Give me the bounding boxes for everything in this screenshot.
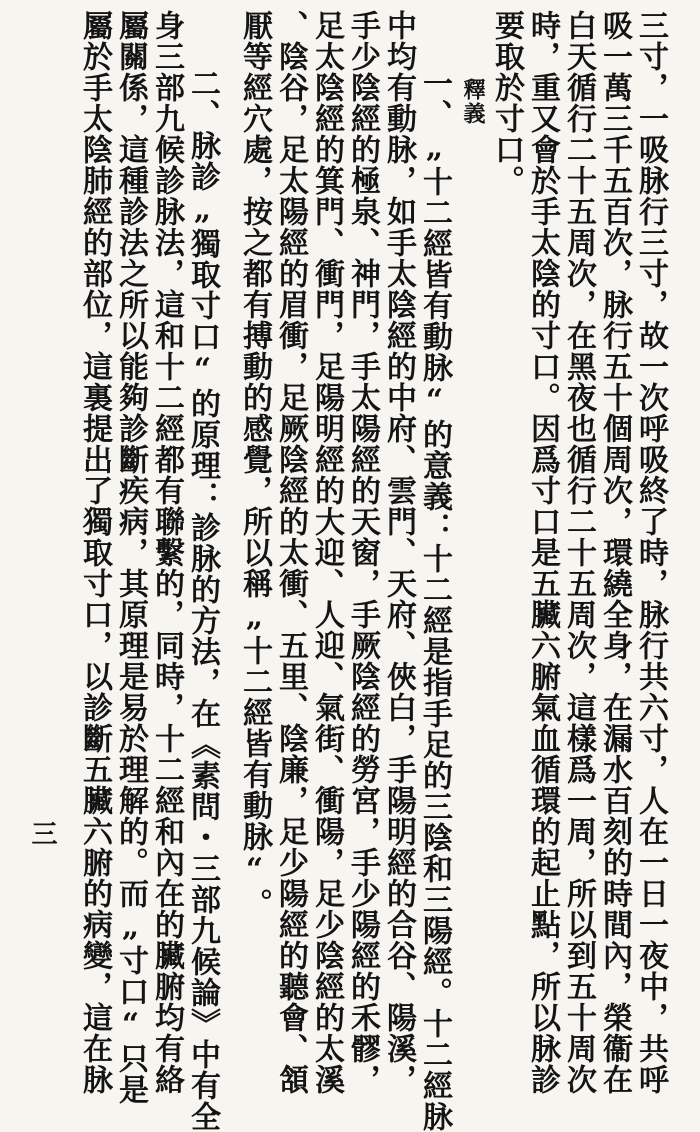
- text-column-10: 足太陰經的箕門、衝門，足陽明經的大迎、人迎、氣街、衝陽，足少陰經的太溪: [309, 10, 344, 1095]
- text-column-7: 一、„十二經皆有動脉“的意義：十二經是指手足的三陰和三陽經。十二經脉: [417, 68, 452, 1132]
- text-column-13: 二、脉診„獨取寸口“的原理：診脉的方法，在《素問・三部九候論》中有全: [185, 68, 220, 1132]
- text-column-16: 屬於手太陰肺經的部位，這裏提出了獨取寸口，以診斷五臟六腑的病變，這在脉: [77, 10, 112, 1095]
- text-column-11: 、陰谷，足太陽經的眉衝，足厥陰經的太衝、五里、陰廉，足少陽經的聽會、頷: [273, 10, 308, 1095]
- text-column-14: 身三部九候診脉法，這和十二經都有聯繫的，同時，十二經和內在的臟腑均有絡: [149, 10, 184, 1095]
- text-column-12: 厭等經穴處，按之都有搏動的感覺，所以稱„十二經皆有動脉“。: [237, 10, 272, 919]
- text-column-9: 手少陰經的極泉、神門，手太陽經的天窗，手厥陰經的勞宮，手少陽經的禾髎，: [345, 10, 380, 1095]
- text-column-5: 要取於寸口。: [489, 10, 524, 196]
- text-column-8: 中均有動脉，如手太陰經的中府、雲門、天府、俠白，手陽明經的合谷、陽溪，: [381, 10, 416, 1095]
- section-heading: 釋義: [460, 78, 486, 126]
- text-column-1: 三寸，一吸脉行三寸，故一次呼吸終了時，脉行共六寸，人在一日一夜中，共呼: [633, 10, 668, 1095]
- text-column-15: 屬關係，這種診法之所以能夠診斷疾病，其原理是易於理解的。而„寸口“只是: [113, 10, 148, 1105]
- text-column-4: 時，重又會於手太陰的寸口。因爲寸口是五臟六腑氣血循環的起止點，所以脉診: [525, 10, 560, 1095]
- text-column-2: 吸一萬三千五百次，脉行五十個周次，環繞全身，在漏水百刻的時間內，榮衞在: [597, 10, 632, 1095]
- page-number: 三: [27, 820, 57, 847]
- text-column-3: 白天循行二十五周次，在黑夜也循行二十五周次，這樣爲一周，所以到五十周次: [561, 10, 596, 1095]
